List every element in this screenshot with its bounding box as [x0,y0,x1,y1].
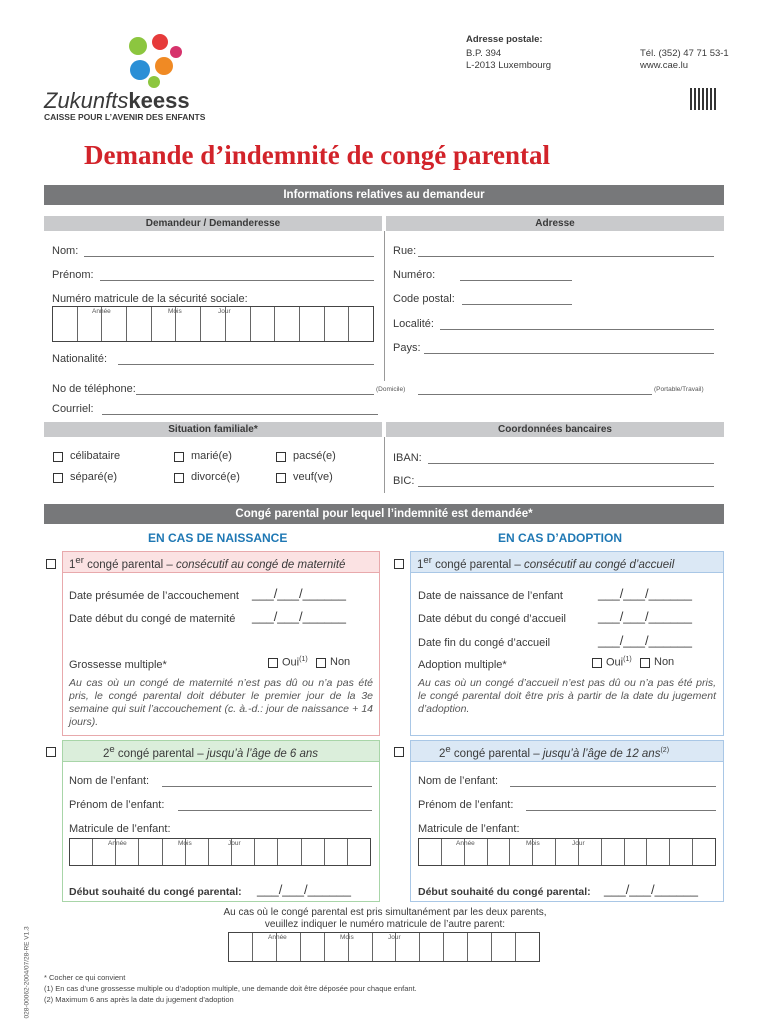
grid-day-label: Jour [218,308,231,315]
child-matricule-label: Matricule de l’enfant: [69,823,171,835]
child-debut-field[interactable]: ___/___/______ [257,882,351,897]
checkbox-grossesse-non[interactable] [316,658,326,668]
first-adoption-header: 1er congé parental – consécutif au congé d’accueil [410,551,724,573]
footnote-1: * Cocher ce qui convient [44,973,126,982]
checkbox-grossesse-oui[interactable] [268,658,278,668]
first-birth-note: Au cas où un congé de maternité n’est pas dû ou n’a pas été pris, le congé parental doit débuter le premier jour de la 3e semaine qui suit l’accouchement (c. à.-d.: jour de naissance + 14 jours). [69,677,373,728]
first-birth-header: 1er congé parental – consécutif au congé de maternité [62,551,380,573]
nom-field[interactable] [84,256,374,257]
grid-year-label-4: Année [268,934,287,941]
date-fin-accueil-label: Date fin du congé d’accueil [418,637,551,649]
pays-label: Pays: [393,342,421,354]
date-debut-accueil-label: Date début du congé d’accueil [418,613,566,625]
bank-header: Coordonnées bancaires [386,422,724,437]
portable-label: (Portable/Travail) [654,386,704,393]
bic-field[interactable] [418,486,714,487]
date-accouchement-label: Date présumée de l’accouchement [69,590,239,602]
iban-field[interactable] [428,463,714,464]
date-maternite-label: Date début du congé de maternité [69,613,236,625]
footnote-3: (2) Maximum 6 ans après la date du jugement d’adoption [44,995,234,1004]
date-fin-accueil-field[interactable]: ___/___/______ [598,633,692,648]
date-naissance-field[interactable]: ___/___/______ [598,586,692,601]
side-code: 028-00062-2004/07/28-RE V1.3 [23,926,31,1019]
postal-bp: B.P. 394 [466,48,502,59]
website: www.cae.lu [640,60,689,71]
grid-month-label-4: Mois [340,934,354,941]
non-label-2: Non [654,656,675,668]
page-title: Demande d’indemnité de congé parental [84,140,550,170]
checkbox-pacse[interactable] [276,452,286,462]
simul-line-2: veuillez indiquer le numéro matricule de l’autre parent: [264,919,506,930]
adoption-heading: EN CAS D’ADOPTION [498,531,623,545]
label-marie: marié(e) [191,450,232,462]
child-nom-field[interactable] [162,786,372,787]
numero-label: Numéro: [393,269,436,281]
qr-code-icon [690,88,716,110]
grid-day-label-4: Jour [388,934,401,941]
grid-year-label: Année [92,308,111,315]
birth-heading: EN CAS DE NAISSANCE [148,531,288,545]
nationalite-label: Nationalité: [52,353,108,365]
child-matricule-label-2: Matricule de l’enfant: [418,823,520,835]
nationalite-field[interactable] [118,364,374,365]
date-naissance-label: Date de naissance de l’enfant [418,590,563,602]
numero-field[interactable] [460,280,572,281]
checkbox-adoption-non[interactable] [640,658,650,668]
footnote-2: (1) En cas d’une grossesse multiple ou d’adoption multiple, une demande doit être déposée pour chaque enfant. [44,984,417,993]
child-nom-field-2[interactable] [510,786,716,787]
matricule-label: Numéro matricule de la sécurité sociale: [52,293,248,305]
bic-label: BIC: [393,475,415,487]
child-nom-label-2: Nom de l’enfant: [418,775,499,787]
child-debut-field-2[interactable]: ___/___/______ [604,882,698,897]
logo [120,32,190,90]
col-applicant: Demandeur / Demanderesse [44,216,382,231]
brand-tagline: CAISSE POUR L’AVENIR DES ENFANTS [44,112,206,122]
label-separe: séparé(e) [70,471,118,483]
section-applicant-title: Informations relatives au demandeur [44,185,724,205]
checkbox-separe[interactable] [53,473,63,483]
child-debut-label-2: Début souhaité du congé parental: [418,886,591,898]
label-pacse: pacsé(e) [293,450,336,462]
label-veuf: veuf(ve) [293,471,333,483]
label-celibataire: célibataire [70,450,121,462]
second-adoption-header: 2e congé parental – jusqu’à l’âge de 12 ans$^{(2)}$ [410,740,724,762]
child-nom-label: Nom de l’enfant: [69,775,150,787]
code-postal-field[interactable] [462,304,572,305]
checkbox-celibataire[interactable] [53,452,63,462]
domicile-label: (Domicile) [376,386,406,393]
checkbox-first-adoption[interactable] [394,559,404,569]
checkbox-second-adoption[interactable] [394,747,404,757]
second-birth-header: 2e congé parental – jusqu’à l’âge de 6 ans [62,740,380,762]
date-maternite-field[interactable]: ___/___/______ [252,609,346,624]
date-accouchement-field[interactable]: ___/___/______ [252,586,346,601]
first-adoption-note: Au cas où un congé d’accueil n’est pas dû ou n’a pas été pris, le congé parental doit être pris à partir de la date du jugement d’adoption. [418,677,716,715]
iban-label: IBAN: [393,452,422,464]
grossesse-label: Grossesse multiple* [69,659,167,671]
grid-year-label-2: Année [108,840,127,847]
checkbox-first-birth[interactable] [46,559,56,569]
label-divorce: divorcé(e) [191,471,240,483]
localite-label: Localité: [393,318,434,330]
checkbox-second-birth[interactable] [46,747,56,757]
grid-day-label-2: Jour [228,840,241,847]
code-postal-label: Code postal: [393,293,455,305]
divider-2 [384,437,385,493]
divider [384,231,385,381]
child-prenom-label: Prénom de l’enfant: [69,799,165,811]
non-label: Non [330,656,351,668]
grid-month-label-2: Mois [178,840,192,847]
rue-field[interactable] [418,256,714,257]
child-debut-label: Début souhaité du congé parental: [69,886,242,898]
telephone-label: No de téléphone: [52,383,136,395]
situation-header: Situation familiale* [44,422,382,437]
prenom-label: Prénom: [52,269,94,281]
simul-line-1: Au cas où le congé parental est pris simultanément par les deux parents, [223,907,547,918]
grid-month-label-3: Mois [526,840,540,847]
child-prenom-field-2[interactable] [526,810,716,811]
grid-month-label: Mois [168,308,182,315]
brand-name: Zukunftskeess [44,88,190,113]
checkbox-marie[interactable] [174,452,184,462]
section-leave-title: Congé parental pour lequel l’indemnité est demandée* [44,504,724,524]
checkbox-veuf[interactable] [276,473,286,483]
telephone-home-field[interactable] [136,394,374,395]
simultaneous-note [150,907,620,931]
checkbox-adoption-oui[interactable] [592,658,602,668]
courriel-label: Courriel: [52,403,94,415]
rue-label: Rue: [393,245,417,257]
child-prenom-label-2: Prénom de l’enfant: [418,799,514,811]
telephone-work-field[interactable] [418,394,652,395]
nom-label: Nom: [52,245,79,257]
date-debut-accueil-field[interactable]: ___/___/______ [598,609,692,624]
prenom-field[interactable] [100,280,374,281]
postal-city: L-2013 Luxembourg [466,60,552,71]
localite-field[interactable] [440,329,714,330]
adoption-multiple-label: Adoption multiple* [418,659,507,671]
child-prenom-field[interactable] [178,810,372,811]
checkbox-divorce[interactable] [174,473,184,483]
grid-year-label-3: Année [456,840,475,847]
grid-day-label-3: Jour [572,840,585,847]
courriel-field[interactable] [102,414,378,415]
oui-label: Oui$^{(1)}$ [282,656,308,669]
footnotes [44,972,417,1005]
oui-label-2: Oui$^{(1)}$ [606,656,632,669]
pays-field[interactable] [424,353,714,354]
col-address: Adresse [386,216,724,231]
phone-number: Tél. (352) 47 71 53-1 [640,48,729,59]
postal-label: Adresse postale: [466,34,543,45]
